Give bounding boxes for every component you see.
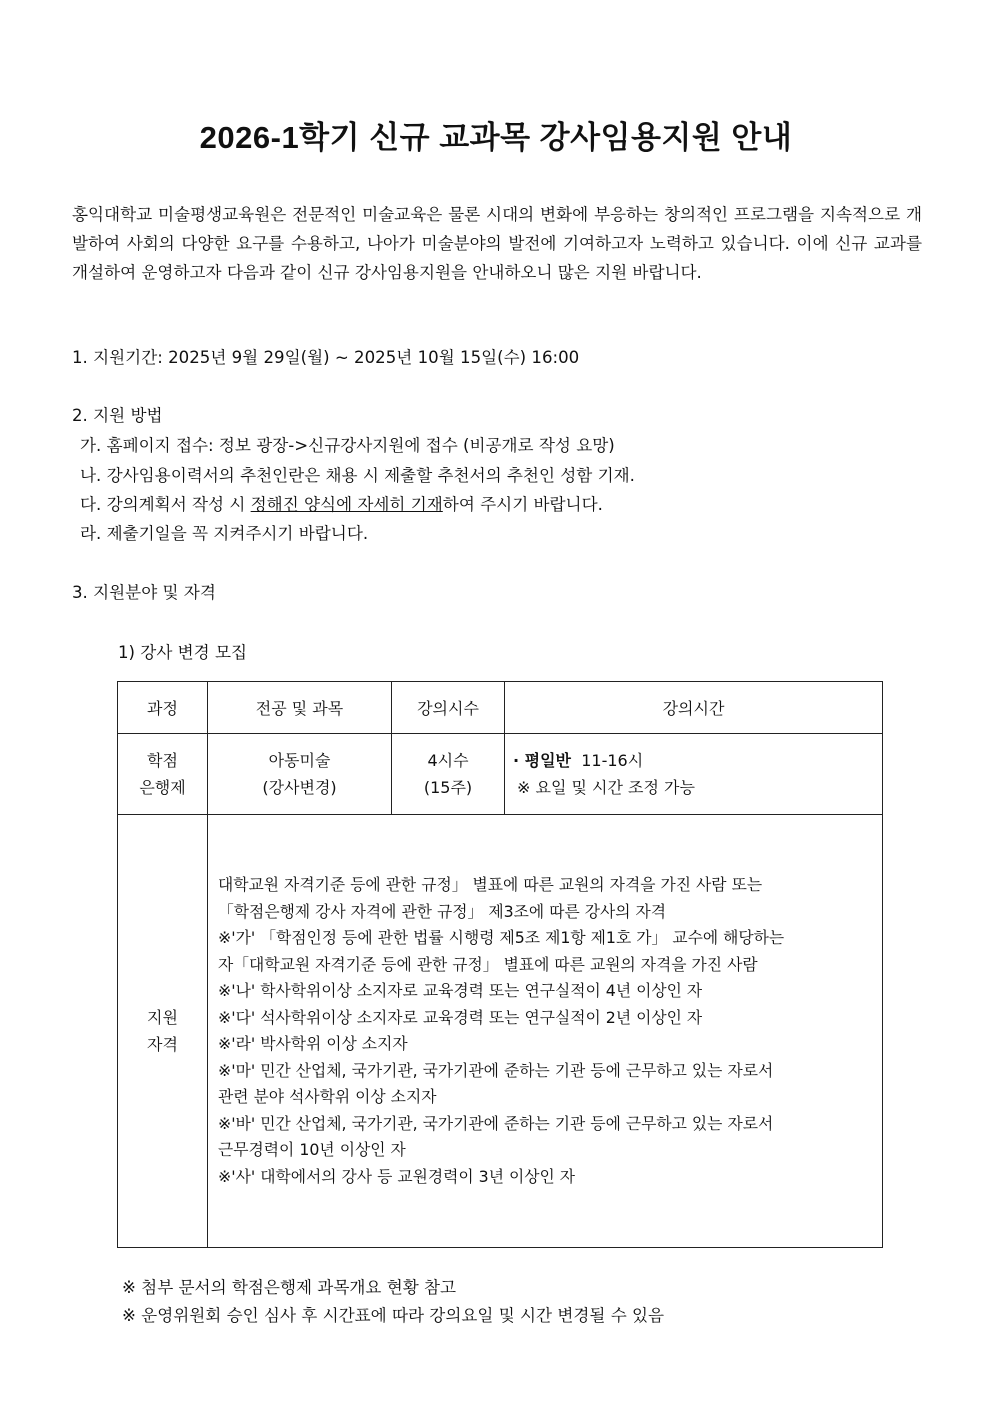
section-2-item-da (80, 494, 603, 516)
page-title: 2026-1학기 신규 교과목 강사임용지원 안내 (199, 120, 793, 155)
qual-label-line-1: 지원 (147, 1008, 178, 1027)
qual-item: ※'라' 박사학위 이상 소지자 (218, 1034, 408, 1053)
cell-subject (208, 734, 392, 815)
qual-item: ※'다' 석사학위이상 소지자로 교육경력 또는 연구실적이 2년 이상인 자 (218, 1007, 703, 1027)
item-da-underlined: 정해진 양식에 자세히 기재 (250, 495, 443, 514)
section-3-sub: 1) 강사 변경 모집 (118, 643, 248, 662)
time-line-1 (513, 747, 882, 774)
qual-item: 대학교원 자격기준 등에 관한 규정」 별표에 따른 교원의 자격을 가진 사람 또는 (218, 875, 763, 894)
hours-line-1: 4시수 (427, 751, 469, 770)
course-line-2: 은행제 (139, 778, 186, 797)
item-da-suffix: 하여 주시기 바랍니다. (442, 495, 603, 514)
recruitment-table (117, 681, 883, 1248)
section-2-heading: 2. 지원 방법 (72, 406, 163, 425)
note-1: ※ 첨부 문서의 학점은행제 과목개요 현황 참고 (122, 1278, 457, 1297)
qualifications-cell (208, 815, 883, 1248)
qual-label-line-2: 자격 (147, 1035, 178, 1054)
item-da-prefix: 다. 강의계획서 작성 시 (80, 495, 251, 514)
cell-time (505, 734, 883, 815)
subject-line-1: 아동미술 (268, 751, 331, 770)
note-2: ※ 운영위원회 승인 심사 후 시간표에 따라 강의요일 및 시간 변경될 수 있음 (122, 1306, 665, 1325)
header-course: 과정 (118, 682, 208, 734)
header-time: 강의시간 (505, 682, 883, 734)
table-row (118, 734, 883, 815)
qual-item: 관련 분야 석사학위 이상 소지자 (218, 1087, 437, 1106)
time-value: 11-16시 (571, 751, 644, 770)
qual-label-cell (118, 815, 208, 1248)
qualification-row (118, 815, 883, 1248)
qual-item: ※'가' 「학점인정 등에 관한 법률 시행령 제5조 제1항 제1호 가」 교수에 해당하는 (218, 928, 785, 947)
header-hours: 강의시수 (392, 682, 505, 734)
cell-course (118, 734, 208, 815)
intro-paragraph: 홍익대학교 미술평생교육원은 전문적인 미술교육은 물론 시대의 변화에 부응하는 창의적인 프로그램을 지속적으로 개발하여 사회의 다양한 요구를 수용하고, 나아가 미술분야의 발전에 기여하고자 노력하고 있습니다. 이에 신규 교과를 개설하여 운영하고자 다음과 같이 신규 강사임용지원을 안내하오니 많은 지원 바랍니다. (72, 205, 922, 282)
qual-item: ※'사' 대학에서의 강사 등 교원경력이 3년 이상인 자 (218, 1166, 576, 1186)
header-subject: 전공 및 과목 (208, 682, 392, 734)
subject-line-2: (강사변경) (262, 778, 337, 797)
section-3-heading: 3. 지원분야 및 자격 (72, 583, 216, 602)
time-note: ※ 요일 및 시간 조정 가능 (517, 778, 695, 797)
qual-item: ※'마' 민간 산업체, 국가기관, 국가기관에 준하는 기관 등에 근무하고 있는 자로서 (218, 1060, 774, 1080)
hours-line-2: (15주) (423, 778, 473, 797)
section-2-item-ra: 라. 제출기일을 꼭 지켜주시기 바랍니다. (80, 524, 369, 543)
section-2-item-na: 나. 강사임용이력서의 추천인란은 채용 시 제출할 추천서의 추천인 성함 기재. (80, 466, 635, 485)
course-line-1: 학점 (147, 751, 178, 770)
qual-item: 근무경력이 10년 이상인 자 (218, 1140, 406, 1159)
cell-hours (392, 734, 505, 815)
time-weekday-label: · 평일반 (513, 751, 572, 770)
qual-item: 「학점은행제 강사 자격에 관한 규정」 제3조에 따른 강사의 자격 (218, 901, 667, 921)
qual-item: 자「대학교원 자격기준 등에 관한 규정」 별표에 따른 교원의 자격을 가진 사람 (218, 954, 758, 974)
section-1-period: 1. 지원기간: 2025년 9월 29일(월) ~ 2025년 10월 15일(수) 16:00 (72, 348, 580, 367)
qual-item: ※'바' 민간 산업체, 국가기관, 국가기관에 준하는 기관 등에 근무하고 있는 자로서 (218, 1113, 774, 1133)
section-2-item-ga: 가. 홈페이지 접수: 정보 광장->신규강사지원에 접수 (비공개로 작성 요망) (80, 436, 615, 455)
table-header-row (118, 682, 883, 734)
qual-item: ※'나' 학사학위이상 소지자로 교육경력 또는 연구실적이 4년 이상인 자 (218, 981, 703, 1000)
